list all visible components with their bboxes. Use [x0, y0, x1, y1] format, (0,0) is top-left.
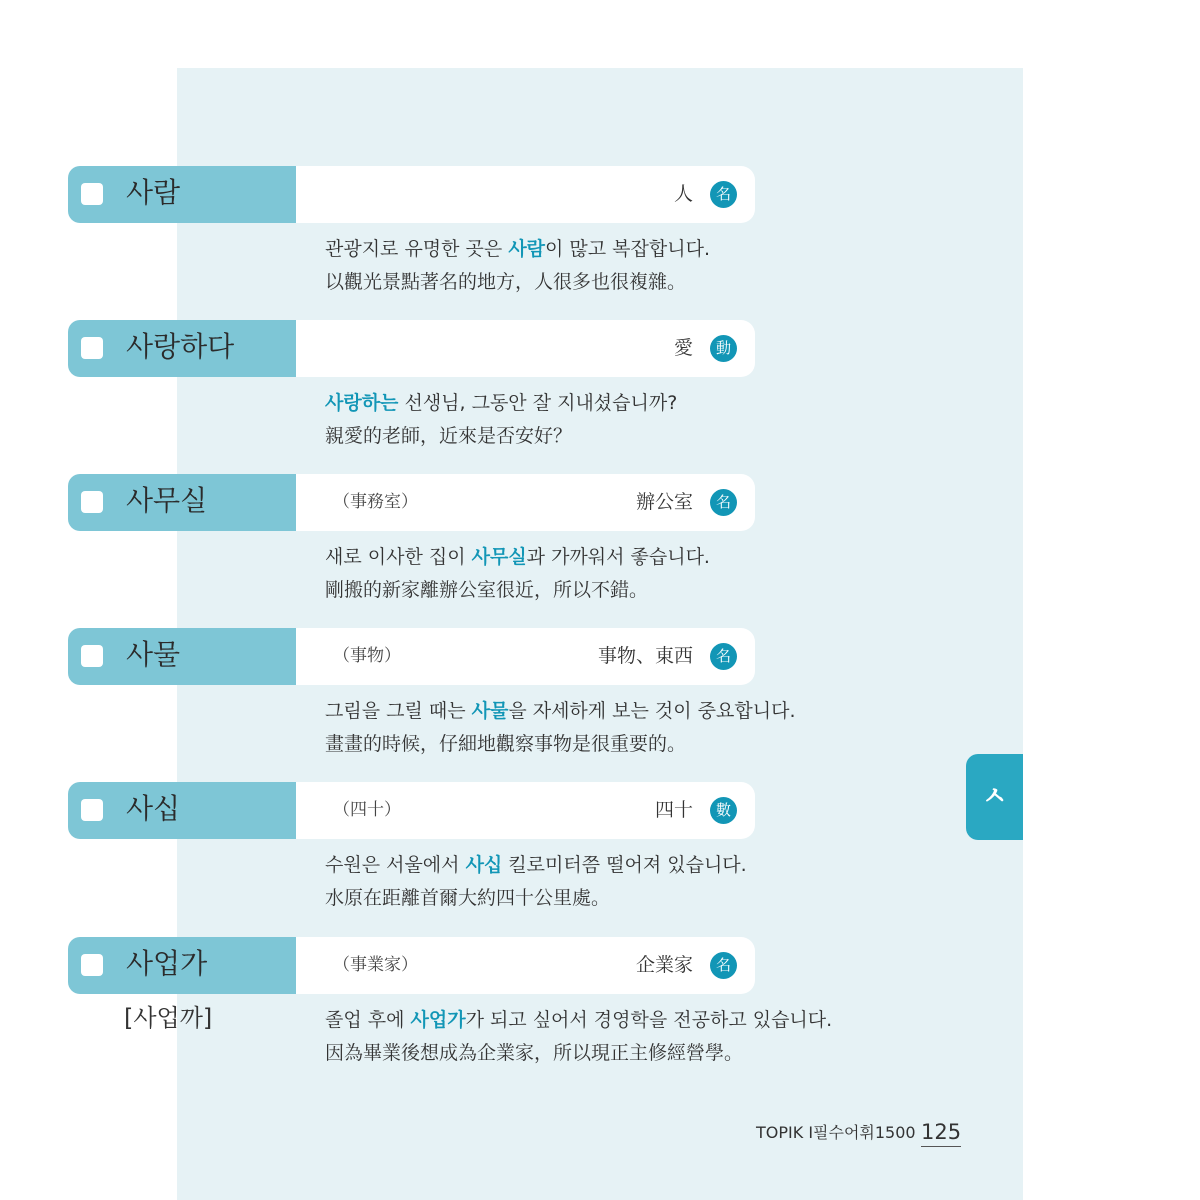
example-chinese: 剛搬的新家離辦公室很近，所以不錯。: [325, 579, 649, 601]
example-text: 이 많고 복잡합니다.: [545, 238, 710, 260]
vocab-entry: [68, 166, 755, 293]
highlighted-word: 사람: [508, 238, 546, 260]
highlighted-word: 사물: [471, 700, 509, 722]
example-block: [325, 1004, 833, 1070]
meaning-box: [296, 782, 755, 839]
entry-header: [68, 937, 755, 994]
meaning-box: [296, 937, 755, 994]
meaning: 辦公室: [635, 491, 693, 513]
word-label-box: [68, 320, 296, 377]
headword: 사물: [126, 638, 181, 671]
meaning-box: [296, 628, 755, 685]
example-block: [325, 849, 755, 915]
study-checkbox[interactable]: [81, 799, 103, 821]
study-checkbox[interactable]: [81, 337, 103, 359]
example-korean: [325, 695, 796, 728]
word-label-box: [68, 628, 296, 685]
word-label-box: [68, 474, 296, 531]
example-korean: [325, 849, 755, 882]
meaning: 事物、東西: [597, 645, 693, 667]
example-block: [325, 233, 755, 299]
vocab-entry: [68, 937, 833, 1064]
example-text: 가 되고 싶어서 경영학을 전공하고 있습니다.: [465, 1009, 833, 1031]
highlighted-word: 사십: [465, 854, 503, 876]
headword: 사무실: [126, 484, 208, 517]
meaning: 四十: [654, 799, 693, 821]
hanja-origin: （四十）: [333, 800, 401, 820]
entry-header: [68, 320, 755, 377]
meaning-box: [296, 474, 755, 531]
page-number: 125: [921, 1119, 961, 1147]
part-of-speech-badge: 名: [710, 489, 737, 516]
study-checkbox[interactable]: [81, 491, 103, 513]
entry-header: [68, 782, 755, 839]
part-of-speech-badge: 名: [710, 643, 737, 670]
example-text: 관광지로 유명한 곳은: [325, 238, 509, 260]
example-korean: [325, 387, 755, 420]
pronunciation: [사업까]: [124, 1004, 213, 1032]
part-of-speech-badge: 動: [710, 335, 737, 362]
example-text: 선생님, 그동안 잘 지내셨습니까?: [398, 392, 678, 414]
headword: 사업가: [126, 947, 208, 980]
study-checkbox[interactable]: [81, 645, 103, 667]
index-tab[interactable]: ㅅ: [966, 754, 1023, 840]
part-of-speech-badge: 名: [710, 952, 737, 979]
headword: 사십: [126, 792, 181, 825]
example-chinese: 因為畢業後想成為企業家，所以現正主修經營學。: [325, 1042, 744, 1064]
part-of-speech-badge: 數: [710, 797, 737, 824]
headword: 사랑하다: [126, 330, 235, 363]
example-text: 새로 이사한 집이: [325, 546, 472, 568]
example-chinese: 畫畫的時候，仔細地觀察事物是很重要的。: [325, 733, 687, 755]
study-checkbox[interactable]: [81, 183, 103, 205]
word-label-box: [68, 782, 296, 839]
meaning: 人: [673, 183, 693, 205]
example-text: 수원은 서울에서: [325, 854, 466, 876]
hanja-origin: （事務室）: [333, 492, 418, 512]
headword: 사람: [126, 176, 181, 209]
example-text: 을 자세하게 보는 것이 중요합니다.: [508, 700, 796, 722]
word-label-box: [68, 166, 296, 223]
example-text: 그림을 그릴 때는: [325, 700, 472, 722]
highlighted-word: 사랑하는: [325, 392, 399, 414]
example-block: [325, 387, 755, 453]
hanja-origin: （事業家）: [333, 955, 418, 975]
example-korean: [325, 1004, 833, 1037]
highlighted-word: 사무실: [471, 546, 527, 568]
word-label-box: [68, 937, 296, 994]
example-korean: [325, 233, 755, 266]
entry-header: [68, 628, 755, 685]
vocab-entry: [68, 782, 755, 909]
entry-header: [68, 166, 755, 223]
example-korean: [325, 541, 755, 574]
example-text: 졸업 후에: [325, 1009, 411, 1031]
example-chinese: 水原在距離首爾大約四十公里處。: [325, 887, 611, 909]
meaning: 愛: [673, 337, 693, 359]
meaning: 企業家: [635, 954, 693, 976]
highlighted-word: 사업가: [410, 1009, 466, 1031]
example-text: 킬로미터쯤 떨어져 있습니다.: [502, 854, 747, 876]
example-chinese: 親愛的老師，近來是否安好？: [325, 425, 573, 447]
footer-book-title: TOPIK Ⅰ필수어휘1500: [756, 1123, 916, 1142]
example-block: [325, 541, 755, 607]
vocab-entry: [68, 628, 796, 755]
vocab-entry: [68, 320, 755, 447]
example-chinese: 以觀光景點著名的地方，人很多也很複雜。: [325, 271, 687, 293]
entry-header: [68, 474, 755, 531]
study-checkbox[interactable]: [81, 954, 103, 976]
example-text: 과 가까워서 좋습니다.: [526, 546, 710, 568]
meaning-box: [296, 166, 755, 223]
hanja-origin: （事物）: [333, 646, 401, 666]
part-of-speech-badge: 名: [710, 181, 737, 208]
meaning-box: [296, 320, 755, 377]
vocab-entry: [68, 474, 755, 601]
example-block: [325, 695, 796, 761]
